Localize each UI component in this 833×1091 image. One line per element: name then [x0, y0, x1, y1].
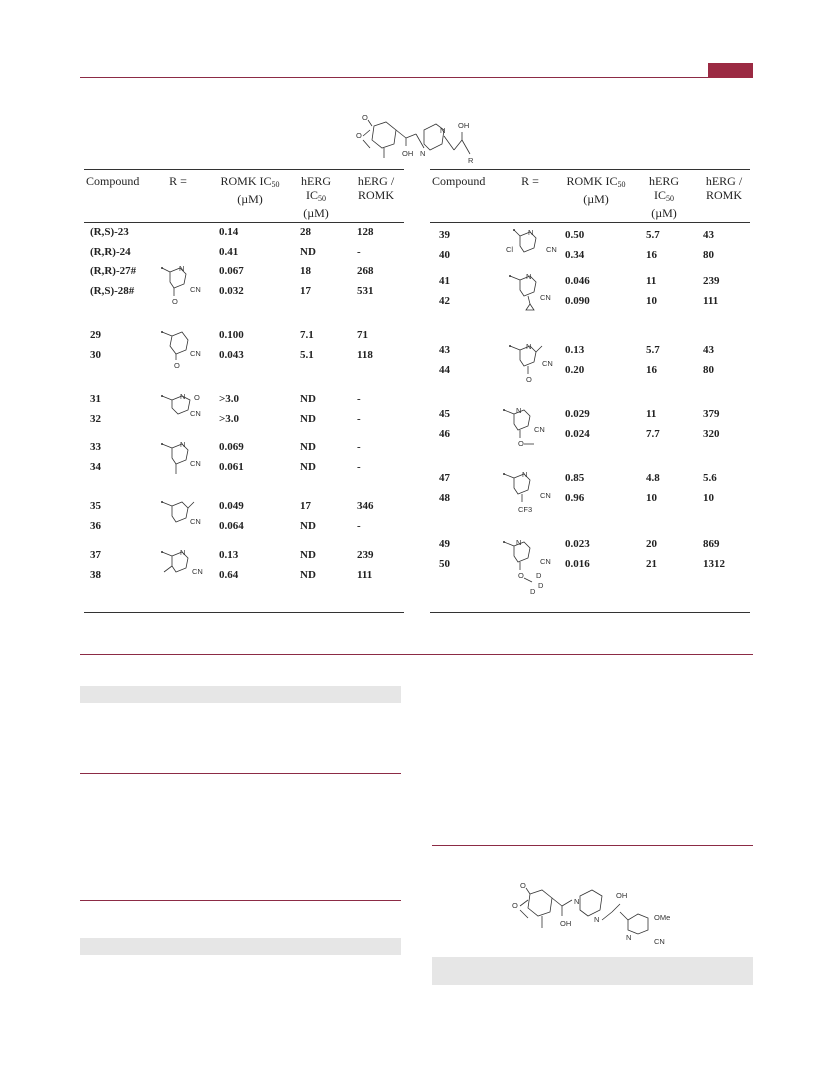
- left-row-6-ratio: -: [357, 393, 361, 405]
- right-table-top-rule: [430, 169, 750, 170]
- left-row-2-ratio: 268: [357, 265, 374, 277]
- right-section-rule: [432, 845, 753, 846]
- right-row-6-herg: 11: [646, 408, 657, 420]
- left-row-10-romk: 0.049: [219, 500, 244, 512]
- left-row-12-herg: ND: [300, 549, 316, 561]
- svg-text:OH: OH: [458, 121, 470, 130]
- svg-text:O: O: [172, 297, 178, 306]
- right-row-7-romk: 0.024: [565, 428, 590, 440]
- left-row-13-ratio: 111: [357, 569, 373, 581]
- svg-text:N: N: [522, 470, 528, 479]
- r-group-33-34: [158, 438, 218, 480]
- left-row-12-romk: 0.13: [219, 549, 239, 561]
- left-row-0-ratio: 128: [357, 226, 374, 238]
- right-gray-box: [432, 957, 753, 985]
- svg-text:OH: OH: [402, 149, 414, 158]
- svg-text:CN: CN: [534, 425, 545, 434]
- svg-text:N: N: [574, 897, 580, 906]
- svg-text:N: N: [526, 342, 532, 351]
- svg-text:O: O: [518, 439, 524, 448]
- left-gray-box-2: [80, 938, 401, 955]
- svg-text:N: N: [516, 538, 522, 547]
- left-row-8-romk: 0.069: [219, 441, 244, 453]
- r-group-31-32: [158, 390, 218, 424]
- left-row-6-romk: >3.0: [219, 393, 240, 405]
- svg-text:N: N: [528, 228, 534, 237]
- svg-text:N: N: [594, 915, 600, 924]
- right-row-5-ratio: 80: [703, 364, 714, 376]
- header-tag: [708, 63, 753, 78]
- svg-text:Cl: Cl: [506, 245, 514, 254]
- left-row-10-compound: 35: [90, 500, 101, 512]
- left-row-3-herg: 17: [300, 285, 311, 297]
- svg-text:CN: CN: [190, 459, 201, 468]
- left-table-top-rule: [84, 169, 404, 170]
- left-row-2-compound: (R,R)-27#: [90, 265, 137, 277]
- left-row-13-compound: 38: [90, 569, 101, 581]
- left-row-4-ratio: 71: [357, 329, 368, 341]
- right-row-5-herg: 16: [646, 364, 657, 376]
- left-row-1-herg: ND: [300, 246, 316, 258]
- right-row-10-ratio: 869: [703, 538, 720, 550]
- left-header-r: R =: [169, 174, 187, 188]
- left-row-6-compound: 31: [90, 393, 101, 405]
- left-row-10-ratio: 346: [357, 500, 374, 512]
- right-row-4-romk: 0.13: [565, 344, 585, 356]
- svg-text:OH: OH: [616, 891, 628, 900]
- left-row-3-compound: (R,S)-28#: [90, 285, 135, 297]
- left-row-10-herg: 17: [300, 500, 311, 512]
- svg-text:O: O: [518, 571, 524, 580]
- svg-text:N: N: [179, 264, 185, 273]
- svg-text:CN: CN: [542, 359, 553, 368]
- right-row-0-herg: 5.7: [646, 229, 660, 241]
- left-gray-box-1: [80, 686, 401, 703]
- svg-text:D: D: [536, 571, 542, 580]
- right-header-ratio: hERG / ROMK: [705, 174, 743, 202]
- left-header-compound: Compound: [86, 174, 140, 188]
- left-row-5-romk: 0.043: [219, 349, 244, 361]
- right-row-8-herg: 4.8: [646, 472, 660, 484]
- right-row-2-herg: 11: [646, 275, 657, 287]
- right-row-5-romk: 0.20: [565, 364, 585, 376]
- svg-text:CN: CN: [192, 567, 203, 576]
- left-row-1-romk: 0.41: [219, 246, 239, 258]
- svg-text:CN: CN: [540, 293, 551, 302]
- right-row-3-compound: 42: [439, 295, 450, 307]
- svg-text:N: N: [516, 406, 522, 415]
- left-row-11-romk: 0.064: [219, 520, 244, 532]
- svg-text:N: N: [180, 440, 186, 449]
- left-row-0-romk: 0.14: [219, 226, 239, 238]
- right-row-3-ratio: 111: [703, 295, 719, 307]
- left-row-5-herg: 5.1: [300, 349, 314, 361]
- right-table-header-rule: [430, 222, 750, 223]
- left-row-8-compound: 33: [90, 441, 101, 453]
- right-row-9-compound: 48: [439, 492, 450, 504]
- right-row-2-romk: 0.046: [565, 275, 590, 287]
- left-row-11-ratio: -: [357, 520, 361, 532]
- left-row-2-herg: 18: [300, 265, 311, 277]
- right-row-5-compound: 44: [439, 364, 450, 376]
- svg-text:CN: CN: [540, 557, 551, 566]
- left-row-9-herg: ND: [300, 461, 316, 473]
- right-row-7-ratio: 320: [703, 428, 720, 440]
- left-row-4-romk: 0.100: [219, 329, 244, 341]
- right-row-8-romk: 0.85: [565, 472, 585, 484]
- right-table-bottom-rule: [430, 612, 750, 613]
- right-row-0-ratio: 43: [703, 229, 714, 241]
- right-row-4-herg: 5.7: [646, 344, 660, 356]
- left-row-12-ratio: 239: [357, 549, 374, 561]
- left-row-11-herg: ND: [300, 520, 316, 532]
- right-row-0-compound: 39: [439, 229, 450, 241]
- right-row-9-romk: 0.96: [565, 492, 585, 504]
- left-row-1-compound: (R,R)-24: [90, 246, 131, 258]
- svg-text:CN: CN: [190, 285, 201, 294]
- section-rule-full: [80, 654, 753, 655]
- left-table-header-rule: [84, 222, 404, 223]
- right-row-1-ratio: 80: [703, 249, 714, 261]
- svg-text:O: O: [526, 375, 532, 384]
- right-row-4-ratio: 43: [703, 344, 714, 356]
- left-row-4-herg: 7.1: [300, 329, 314, 341]
- svg-text:CN: CN: [190, 409, 201, 418]
- right-row-9-herg: 10: [646, 492, 657, 504]
- left-row-1-ratio: -: [357, 246, 361, 258]
- right-row-3-herg: 10: [646, 295, 657, 307]
- right-row-9-ratio: 10: [703, 492, 714, 504]
- svg-text:N: N: [180, 548, 186, 557]
- svg-text:CN: CN: [190, 349, 201, 358]
- right-row-7-compound: 46: [439, 428, 450, 440]
- left-row-7-herg: ND: [300, 413, 316, 425]
- left-row-6-herg: ND: [300, 393, 316, 405]
- svg-text:CN: CN: [654, 937, 665, 946]
- svg-text:O: O: [512, 901, 518, 910]
- r-group-37-38: [158, 546, 218, 580]
- right-row-7-herg: 7.7: [646, 428, 660, 440]
- right-row-10-compound: 49: [439, 538, 450, 550]
- r-group-49-50: [500, 536, 560, 594]
- r-group-45-46: [500, 404, 560, 450]
- left-row-5-ratio: 118: [357, 349, 373, 361]
- right-row-2-compound: 41: [439, 275, 450, 287]
- left-section-rule-1: [80, 773, 401, 774]
- left-row-13-romk: 0.64: [219, 569, 239, 581]
- right-row-3-romk: 0.090: [565, 295, 590, 307]
- right-row-11-romk: 0.016: [565, 558, 590, 570]
- final-compound-structure: [508, 876, 678, 952]
- left-row-12-compound: 37: [90, 549, 101, 561]
- right-row-6-ratio: 379: [703, 408, 720, 420]
- right-row-11-herg: 21: [646, 558, 657, 570]
- left-header-romk: ROMK $IC_{50}$ (µM): [220, 174, 280, 206]
- right-row-11-ratio: 1312: [703, 558, 725, 570]
- left-row-8-ratio: -: [357, 441, 361, 453]
- svg-text:OH: OH: [560, 919, 572, 928]
- right-header-compound: Compound: [432, 174, 486, 188]
- svg-text:CN: CN: [190, 517, 201, 526]
- left-row-7-ratio: -: [357, 413, 361, 425]
- r-group-29-30: [158, 326, 218, 372]
- left-row-11-compound: 36: [90, 520, 101, 532]
- right-row-6-romk: 0.029: [565, 408, 590, 420]
- svg-text:O: O: [174, 361, 180, 370]
- right-row-2-ratio: 239: [703, 275, 720, 287]
- scaffold-structure: [340, 108, 500, 168]
- left-row-2-romk: 0.067: [219, 265, 244, 277]
- r-group-35-36: [158, 496, 218, 530]
- left-header-herg: hERG $IC_{50}$ (µM): [301, 174, 331, 220]
- left-section-rule-2: [80, 900, 401, 901]
- left-row-3-ratio: 531: [357, 285, 374, 297]
- right-row-10-romk: 0.023: [565, 538, 590, 550]
- svg-text:N: N: [440, 126, 446, 135]
- svg-text:R: R: [468, 156, 474, 165]
- r-group-39-40: [506, 226, 562, 260]
- svg-text:CF3: CF3: [518, 505, 533, 514]
- left-row-3-romk: 0.032: [219, 285, 244, 297]
- right-row-8-compound: 47: [439, 472, 450, 484]
- svg-text:N: N: [526, 272, 532, 281]
- left-row-0-herg: 28: [300, 226, 311, 238]
- svg-text:O: O: [362, 113, 368, 122]
- svg-text:O: O: [356, 131, 362, 140]
- left-row-0-compound: (R,S)-23: [90, 226, 129, 238]
- right-row-1-herg: 16: [646, 249, 657, 261]
- right-row-0-romk: 0.50: [565, 229, 585, 241]
- left-table-bottom-rule: [84, 612, 404, 613]
- left-row-13-herg: ND: [300, 569, 316, 581]
- right-header-herg: hERG $IC_{50}$ (µM): [649, 174, 679, 220]
- left-row-5-compound: 30: [90, 349, 101, 361]
- left-row-4-compound: 29: [90, 329, 101, 341]
- right-row-1-compound: 40: [439, 249, 450, 261]
- right-row-11-compound: 50: [439, 558, 450, 570]
- left-row-9-romk: 0.061: [219, 461, 244, 473]
- right-header-romk: ROMK $IC_{50}$ (µM): [566, 174, 626, 206]
- svg-text:O: O: [520, 881, 526, 890]
- svg-text:CN: CN: [540, 491, 551, 500]
- r-group-43-44: [506, 340, 562, 384]
- left-row-9-compound: 34: [90, 461, 101, 473]
- svg-text:CN: CN: [546, 245, 557, 254]
- right-row-10-herg: 20: [646, 538, 657, 550]
- left-header-ratio: hERG / ROMK: [357, 174, 395, 202]
- left-row-7-compound: 32: [90, 413, 101, 425]
- left-row-7-romk: >3.0: [219, 413, 240, 425]
- svg-text:N: N: [626, 933, 632, 942]
- svg-text:O: O: [194, 393, 200, 402]
- left-row-9-ratio: -: [357, 461, 361, 473]
- right-row-4-compound: 43: [439, 344, 450, 356]
- svg-text:D: D: [538, 581, 544, 590]
- right-row-1-romk: 0.34: [565, 249, 585, 261]
- header-rule: [80, 77, 753, 78]
- svg-text:D: D: [530, 587, 536, 596]
- left-row-8-herg: ND: [300, 441, 316, 453]
- svg-text:N: N: [420, 149, 426, 158]
- r-group-27-28: [158, 262, 218, 308]
- svg-text:N: N: [180, 392, 186, 401]
- svg-text:OMe: OMe: [654, 913, 671, 922]
- r-group-47-48: [500, 468, 560, 514]
- r-group-41-42: [506, 270, 562, 320]
- right-row-8-ratio: 5.6: [703, 472, 717, 484]
- right-header-r: R =: [521, 174, 539, 188]
- right-row-6-compound: 45: [439, 408, 450, 420]
